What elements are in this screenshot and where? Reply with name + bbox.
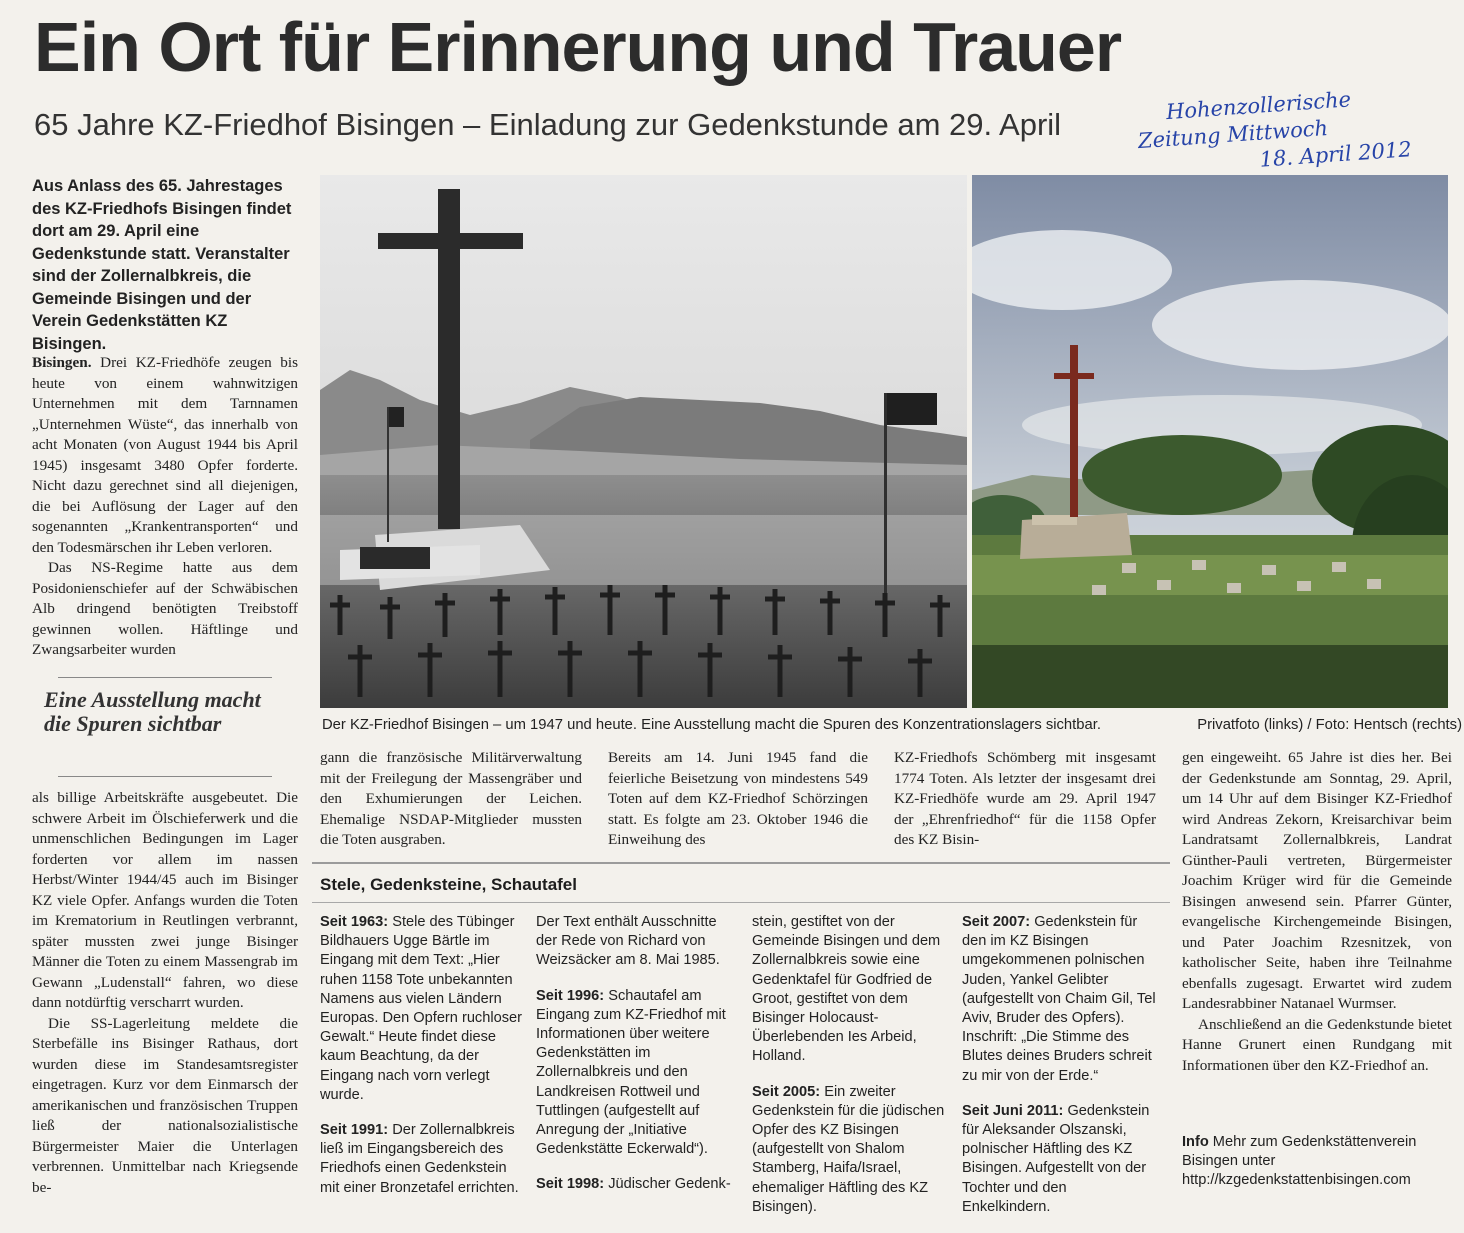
- infobox-entry: [536, 913, 740, 971]
- body-text: Drei KZ-Friedhöfe zeugen bis heute von einem wahnwitzigen Unternehmen mit dem Tarnnamen „Unternehmen Wüste“, das innerhalb von acht Monaten (von August 1944 bis April 1945) insgesamt 3480 Opfer forderte. Nicht dazu gerechnet sind all diejenigen, die bei Auflösung der Lager auf den sogenannten „Krankentransporten“ und den Todesmärschen ihr Leben verloren.: [32, 354, 298, 556]
- handwritten-note-line: Zeitung Mittwoch: [1137, 115, 1329, 154]
- pullquote: Eine Ausstellung macht die Spuren sichtbar: [44, 687, 261, 736]
- entry-label: Seit 1991:: [320, 1122, 389, 1139]
- info-text: Mehr zum Gedenkstättenverein Bisingen unter http://kzgedenkstattenbisingen.com: [1182, 1134, 1417, 1188]
- infobox-entry: [962, 913, 1158, 1086]
- body-column-3: Bereits am 14. Juni 1945 fand die feierliche Beisetzung von mindestens 549 Toten auf dem KZ-Friedhof Schörzingen statt. Es folgte am 23. Oktober 1946 die Einweihung des: [608, 749, 868, 848]
- entry-label: Seit Juni 2011:: [962, 1102, 1064, 1119]
- headline: Ein Ort für Erinnerung und Trauer: [34, 8, 1122, 86]
- body-text: als billige Arbeitskräfte ausgebeutet. Die schwere Arbeit im Ölschieferwerk und die unmenschlichen Bedingungen im Lager forderten vor allem im nassen Herbst/Winter 1944/45 auch im Bisinger KZ viele Opfer. Anfangs wurden die Toten im Krematorium in Reutlingen verbrannt, später mussten zwei junge Bisinger Männer die Toten zu einem Massengrab im Gewann „Ludenstall“ fahren, wo diese dann notdürftig verscharrt wurden.: [32, 789, 298, 1011]
- handwritten-note-line: Hohenzollerische: [1165, 87, 1352, 125]
- body-column-1-bottom: [32, 788, 298, 1198]
- photo-caption: [322, 715, 1462, 735]
- entry-text: Schautafel am Eingang zum KZ-Friedhof mit Informationen über weitere Gedenkstätten im Zollernalbkreis und den Landkreisen Rottweil und Tuttlingen (aufgestellt auf Anregung der „Initiative Gedenkstätte Eckerwald“).: [536, 987, 726, 1158]
- handwritten-note-line: 18. April 2012: [1258, 137, 1413, 172]
- infobox-column-2: [536, 913, 740, 1211]
- infobox-top-rule: [312, 862, 1170, 864]
- infobox-divider: [312, 902, 1170, 903]
- entry-label: Seit 1998:: [536, 1176, 605, 1193]
- entry-label: Seit 2007:: [962, 914, 1031, 930]
- photo-credit: Privatfoto (links) / Foto: Hentsch (rechts): [1197, 717, 1462, 733]
- body-column-1-top: [32, 353, 298, 661]
- body-column-5: [1182, 748, 1452, 1076]
- pullquote-rule: [58, 776, 272, 777]
- info-note: [1182, 1133, 1452, 1190]
- entry-text: Der Text enthält Ausschnitte der Rede von Richard von Weizsäcker am 8. Mai 1985.: [536, 914, 720, 969]
- caption-text: Der KZ-Friedhof Bisingen – um 1947 und heute. Eine Ausstellung macht die Spuren des Konzentrationslagers sichtbar.: [322, 717, 1101, 733]
- infobox-entry: [320, 913, 525, 1105]
- infobox-column-3: [752, 913, 948, 1233]
- body-column-2: gann die französische Militärverwaltung mit der Freilegung der Massengräber und den Exhumierungen der Leichen. Ehemalige NSDAP-Mitglieder mussten die Toten ausgraben.: [320, 749, 582, 848]
- pullquote-rule: [58, 677, 272, 678]
- body-text: Die SS-Lagerleitung meldete die Sterbefälle ins Bisinger Rathaus, dort wurden diese im Standesamtsregister eingetragen. Kurz vor dem Einmarsch der amerikanischen und französischen Truppen ließ der nationalsozialistische Bürgermeister Maier die Unterlagen verbrennen. Unmittelbar nach Kriegsende be-: [32, 1014, 298, 1196]
- current-cemetery-photo: [972, 175, 1448, 708]
- infobox-column-4: [962, 913, 1158, 1233]
- entry-text: Ein zweiter Gedenkstein für die jüdischen Opfer des KZ Bisingen (aufgestellt von Shalom Stamberg, Haifa/Israel, ehemaliger Häftling des KZ Bisingen).: [752, 1083, 945, 1215]
- entry-text: Gedenkstein für den im KZ Bisingen umgekommenen polnischen Juden, Yankel Gelibter (aufgestellt von Chaim Gil, Tel Aviv, Bruder des Opfers). Inschrift: „Die Stimme des Blutes deines Bruders schreit zu mir von der Erde.“: [962, 914, 1156, 1084]
- entry-text: stein, gestiftet von der Gemeinde Bisingen und dem Zollernalbkreis sowie eine Gedenktafel für Godfried de Groot, gestiftet von dem Bisinger Holocaust-Überlebenden Ies Arbeid, Holland.: [752, 914, 941, 1065]
- body-text: Anschließend an die Gedenkstunde bietet Hanne Grunert einen Rundgang mit Informationen über den KZ-Friedhof an.: [1182, 1015, 1452, 1074]
- infobox-entry: [752, 1083, 948, 1217]
- entry-text: Jüdischer Gedenk-: [604, 1176, 731, 1193]
- body-text: Das NS-Regime hatte aus dem Posidonienschiefer auf der Schwäbischen Alb dringend benötigten Treibstoff gewinnen wollen. Häftlinge und Zwangsarbeiter wurden: [32, 559, 298, 658]
- entry-label: Seit 1996:: [536, 987, 605, 1004]
- infobox-entry: [536, 1175, 740, 1194]
- info-label: Info: [1182, 1134, 1209, 1150]
- dateline: Bisingen.: [32, 354, 92, 371]
- subheadline: 65 Jahre KZ-Friedhof Bisingen – Einladung zur Gedenkstunde am 29. April: [34, 107, 1062, 142]
- entry-text: Der Zollernalbkreis ließ im Eingangsbereich des Friedhofs einen Gedenkstein mit einer Bronzetafel errichten.: [320, 1122, 519, 1196]
- infobox-title: Stele, Gedenksteine, Schautafel: [320, 875, 577, 894]
- lead-paragraph: Aus Anlass des 65. Jahrestages des KZ-Friedhofs Bisingen findet dort am 29. April eine Gedenkstunde statt. Veranstalter sind der Zollernalbkreis, die Gemeinde Bisingen und der Verein Gedenkstätten KZ Bisingen.: [32, 177, 292, 353]
- entry-text: Gedenkstein für Aleksander Olszanski, polnischer Häftling des KZ Bisingen. Aufgestellt von der Tochter und den Enkelkindern.: [962, 1102, 1150, 1215]
- body-text: gen eingeweiht. 65 Jahre ist dies her. Bei der Gedenkstunde am Sonntag, 29. April, um 14 Uhr auf dem Bisinger KZ-Friedhof wird Andreas Zekorn, Kreisarchivar beim Landratsamt Zollernalbkreis, Landrat Günther-Pauli vertreten, Bürgermeister Joachim Krüger wird für die Gemeinde Bisingen anwesend sein. Pfarrer Günter, evangelische Kirchengemeinde Bisingen, und Pater Joachim Rzesnitzek, von katholischer Seite, haben ihre Teilnahme ebenfalls zugesagt. Erwartet wird zudem Landesrabbiner Natanael Wurmser.: [1182, 749, 1452, 1012]
- infobox-entry: [320, 1121, 525, 1198]
- infobox-entry: [752, 913, 948, 1067]
- entry-label: Seit 1963:: [320, 914, 389, 930]
- body-column-4: KZ-Friedhofs Schömberg mit insgesamt 1774 Toten. Als letzter der insgesamt drei KZ-Friedhöfe wurde am 29. April 1947 der „Ehrenfriedhof“ für die 1158 Opfer des KZ Bisin-: [894, 749, 1156, 848]
- historic-cemetery-photo: [320, 175, 967, 708]
- infobox-entry: [536, 987, 740, 1160]
- entry-text: Stele des Tübinger Bildhauers Ugge Bärtle im Eingang mit dem Text: „Hier ruhen 1158 Tote unbekannten Namens aus vielen Ländern Europas. Den Opfern ruchloser Gewalt.“ Heute findet diese kaum Beachtung, da der Eingang nach vorn verlegt wurde.: [320, 914, 522, 1103]
- infobox-column-1: [320, 913, 525, 1214]
- entry-label: Seit 2005:: [752, 1083, 821, 1100]
